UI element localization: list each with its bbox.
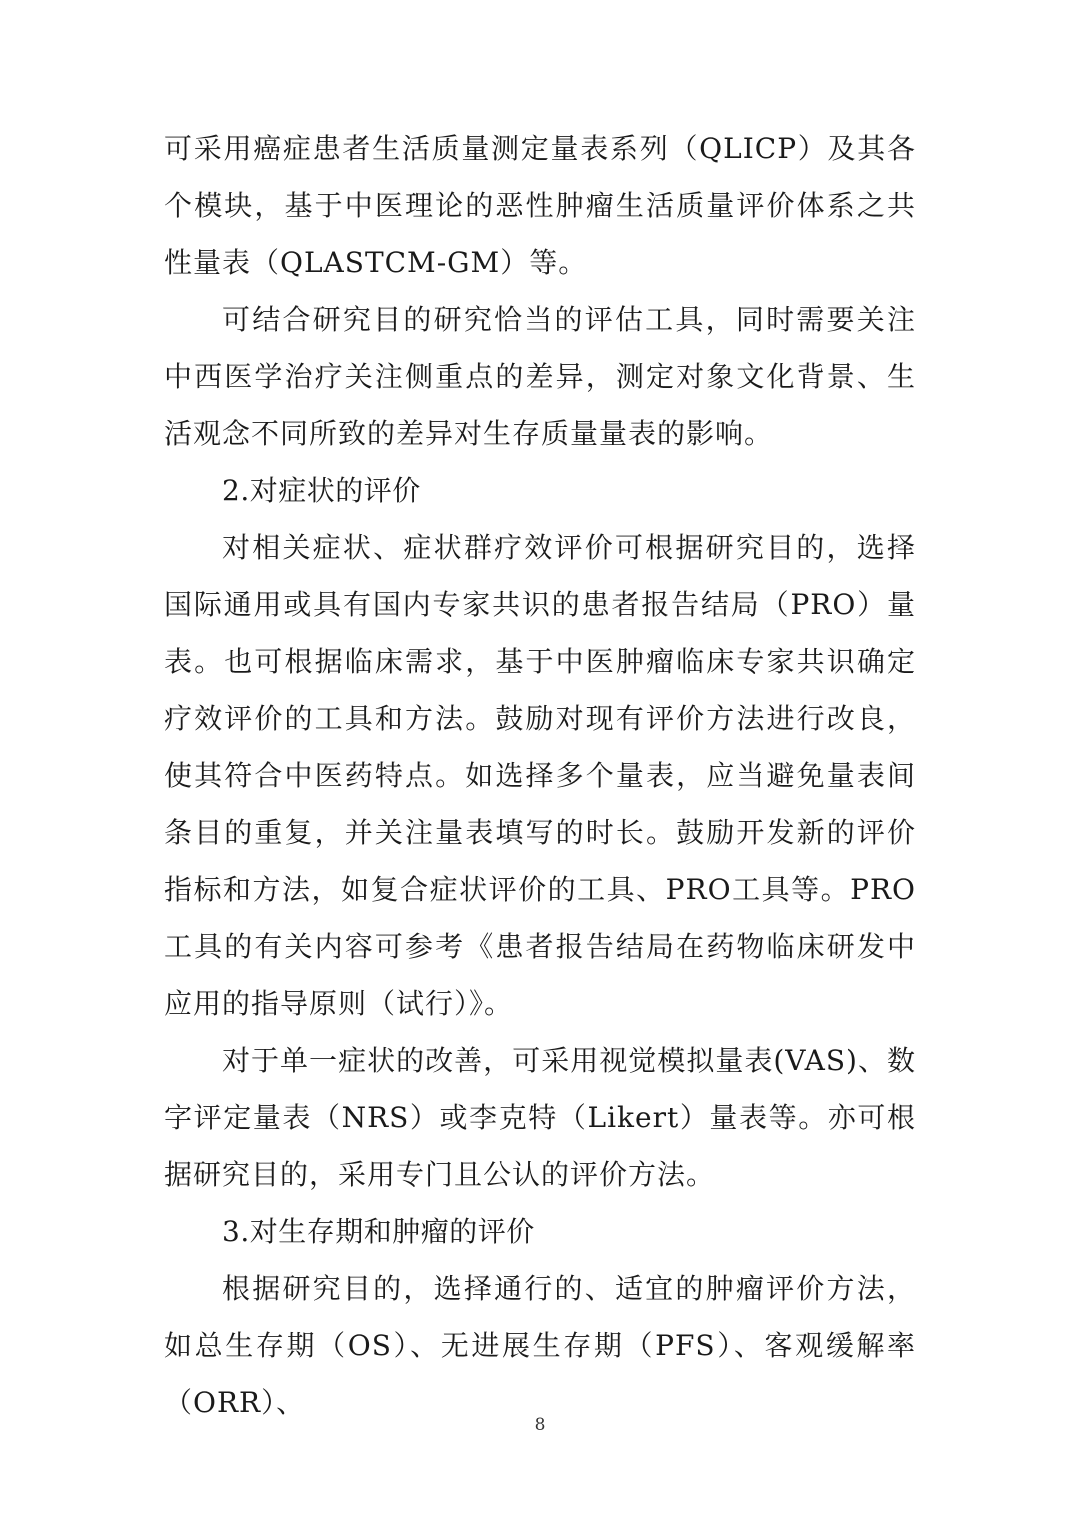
section-heading-survival-tumor: 3.对生存期和肿瘤的评价 [222,1215,535,1248]
paragraph-tumor-evaluation: 根据研究目的，选择通行的、适宜的肿瘤评价方法，如总生存期（OS）、无进展生存期（PFS）、客观缓解率（ORR）、 [164,1272,916,1419]
paragraph-symptom-evaluation: 对相关症状、症状群疗效评价可根据研究目的，选择国际通用或具有国内专家共识的患者报告结局（PRO）量表。也可根据临床需求，基于中医肿瘤临床专家共识确定疗效评价的工具和方法。鼓励对现有评价方法进行改良，使其符合中医药特点。如选择多个量表，应当避免量表间条目的重复，并关注量表填写的时长。鼓励开发新的评价指标和方法，如复合症状评价的工具、PRO工具等。PRO工具的有关内容可参考《患者报告结局在药物临床研发中应用的指导原则（试行）》。 [164,531,916,1020]
paragraph-qol-scales: 可采用癌症患者生活质量测定量表系列（QLICP）及其各个模块，基于中医理论的恶性肿瘤生活质量评价体系之共性量表（QLASTCM-GM）等。 [164,132,916,279]
paragraph-single-symptom: 对于单一症状的改善，可采用视觉模拟量表(VAS)、数字评定量表（NRS）或李克特（Likert）量表等。亦可根据研究目的，采用专门且公认的评价方法。 [164,1044,916,1191]
page-number: 8 [534,1415,546,1435]
section-heading-symptom-evaluation: 2.对症状的评价 [222,474,421,507]
paragraph-assessment-tools: 可结合研究目的研究恰当的评估工具，同时需要关注中西医学治疗关注侧重点的差异，测定对象文化背景、生活观念不同所致的差异对生存质量量表的影响。 [164,303,916,450]
document-body [164,120,916,1431]
